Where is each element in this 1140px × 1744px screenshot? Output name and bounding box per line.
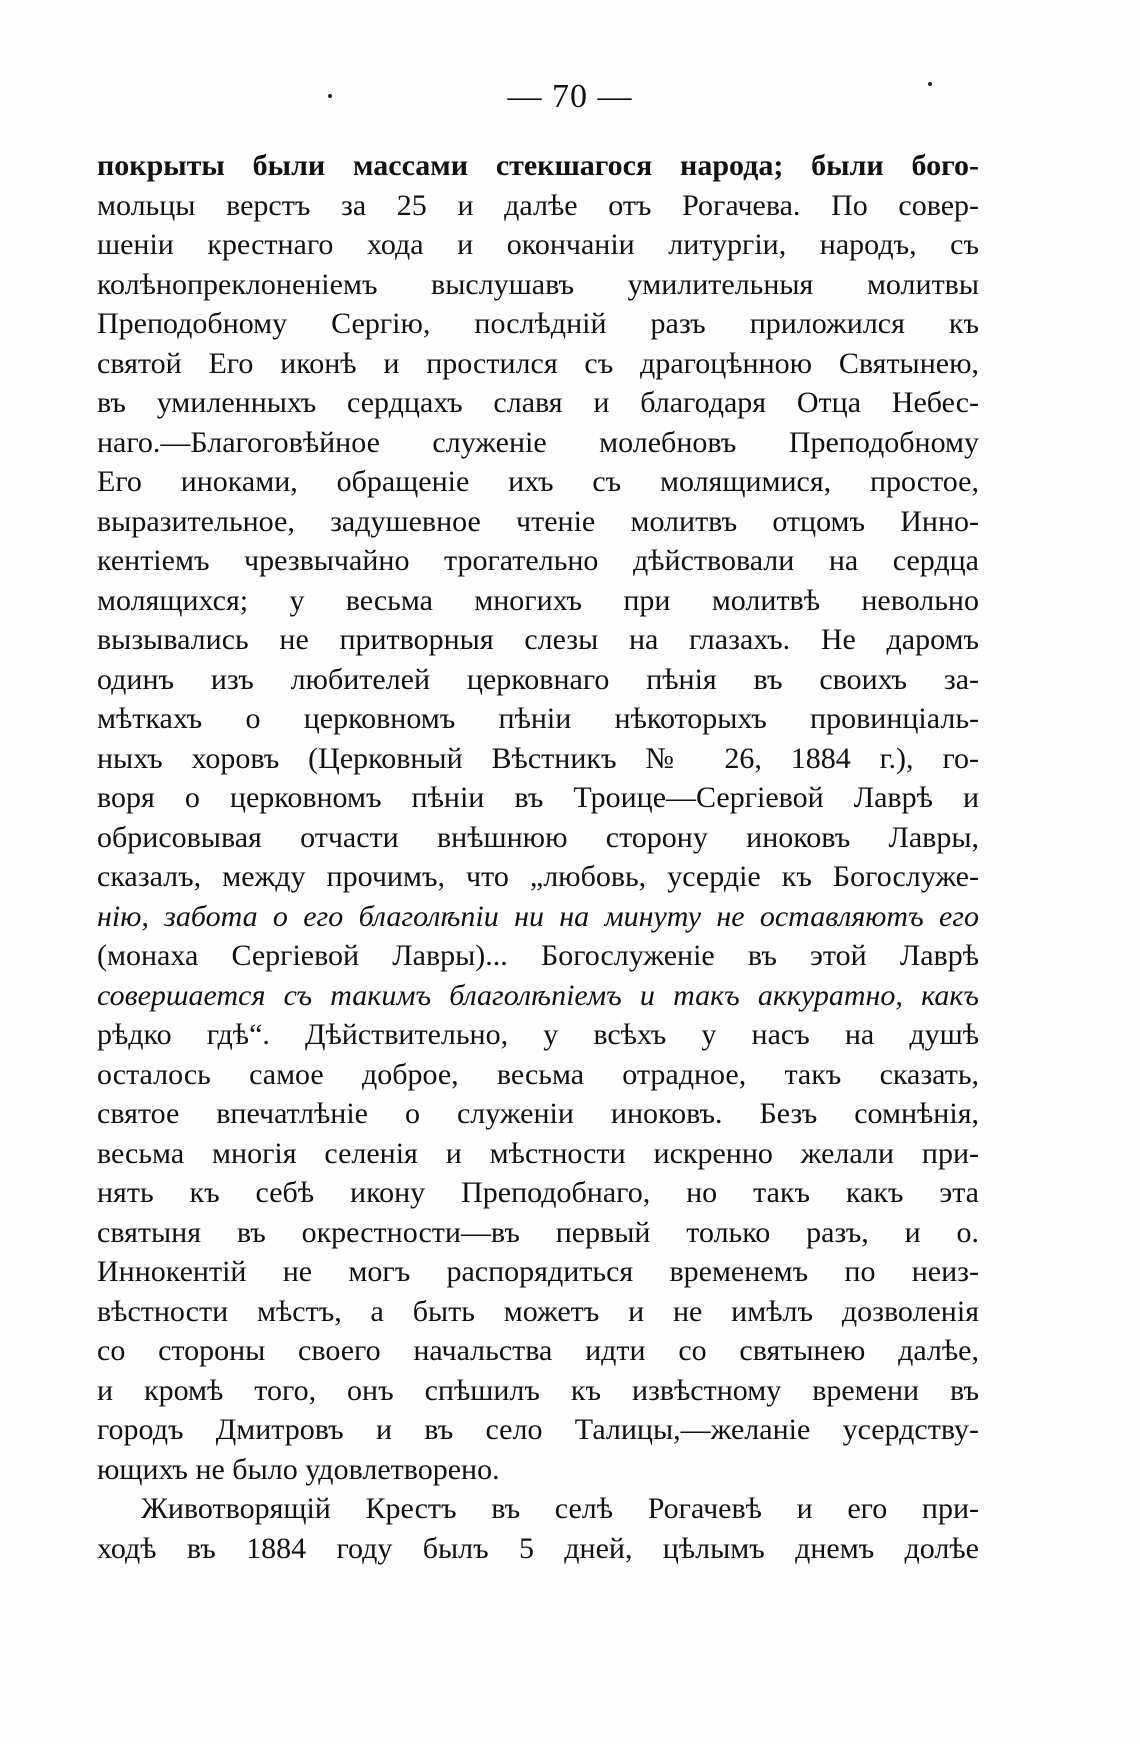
text-line: святыня въ окрестности—въ первый только разъ, и о. [97, 1215, 979, 1249]
text-line: мольцы верстъ за 25 и далѣе отъ Рогачева. По совер- [97, 188, 979, 222]
text-line: покрыты были массами стекшагося народа; были бого- [97, 149, 979, 182]
text-line: нію, забота о его благолѣпіи ни на минуту не оставляютъ его [97, 899, 979, 933]
text-line: наго.—Благоговѣйное служеніе молебновъ Преподобному [97, 425, 979, 459]
text-line: Животворящій Крестъ въ селѣ Рогачевѣ и его при- [141, 1492, 979, 1525]
text-line: святой Его иконѣ и простился съ драгоцѣнною Святынею, [97, 346, 979, 380]
text-line: колѣнопреклоненіемъ выслушавъ умилительныя молитвы [97, 267, 979, 301]
text-line: молящихся; у весьма многихъ при молитвѣ невольно [97, 583, 979, 617]
text-line: и кромѣ того, онъ спѣшилъ къ извѣстному времени въ [97, 1373, 979, 1407]
page-number: — 70 — [507, 78, 633, 115]
text-line: городъ Дмитровъ и въ село Талицы,—желаніе усердству- [97, 1413, 979, 1446]
text-line: Его иноками, обращеніе ихъ съ молящимися, простое, [97, 465, 979, 498]
body-text [97, 146, 979, 1568]
text-line: Иннокентій не могъ распорядиться временемъ по неиз- [97, 1255, 979, 1288]
text-line: сказалъ, между прочимъ, что „любовь, усердіе къ Богослуже- [97, 860, 979, 893]
text-line: вѣстности мѣстъ, а быть можетъ и не имѣлъ дозволенія [97, 1294, 979, 1328]
text-line: кентіемъ чрезвычайно трогательно дѣйствовали на сердца [97, 544, 979, 577]
text-line: обрисовывая отчасти внѣшнюю сторону иноковъ Лавры, [97, 820, 979, 854]
text-line: воря о церковномъ пѣніи въ Троице—Сергіевой Лаврѣ и [97, 781, 979, 814]
text-line: ходѣ въ 1884 году былъ 5 дней, цѣлымъ днемъ долѣе [97, 1531, 979, 1565]
text-line: (монаха Сергіевой Лавры)... Богослуженіе въ этой Лаврѣ [97, 939, 979, 972]
text-line: выразительное, задушевное чтеніе молитвъ отцомъ Инно- [97, 504, 979, 538]
text-line: осталось самое доброе, весьма отрадное, такъ сказать, [97, 1057, 979, 1091]
text-line: шеніи крестнаго хода и окончаніи литургіи, народъ, съ [97, 228, 979, 261]
text-line: мѣткахъ о церковномъ пѣніи нѣкоторыхъ провинціаль- [97, 702, 979, 735]
text-line: одинъ изъ любителей церковнаго пѣнія въ своихъ за- [97, 662, 979, 696]
text-line: Преподобному Сергію, послѣдній разъ приложился къ [97, 307, 979, 340]
text-line: рѣдко гдѣ“. Дѣйствительно, у всѣхъ у насъ на душѣ [97, 1018, 979, 1051]
text-line: со стороны своего начальства идти со святынею далѣе, [97, 1334, 979, 1367]
text-line: весьма многія селенія и мѣстности искренно желали при- [97, 1136, 979, 1170]
text-line: нять къ себѣ икону Преподобнаго, но такъ какъ эта [97, 1176, 979, 1209]
text-line: святое впечатлѣніе о служеніи иноковъ. Безъ сомнѣнія, [97, 1097, 979, 1130]
text-line: ныхъ хоровъ (Церковный Вѣстникъ № 26, 1884 г.), го- [97, 741, 979, 775]
text-line: въ умиленныхъ сердцахъ славя и благодаря Отца Небес- [97, 386, 979, 419]
text-line: совершается съ такимъ благолѣпіемъ и такъ аккуратно, какъ [97, 978, 979, 1012]
text-line: вызывались не притворныя слезы на глазахъ. Не даромъ [97, 623, 979, 656]
text-line: ющихъ не было удовлетворено. [97, 1452, 500, 1486]
